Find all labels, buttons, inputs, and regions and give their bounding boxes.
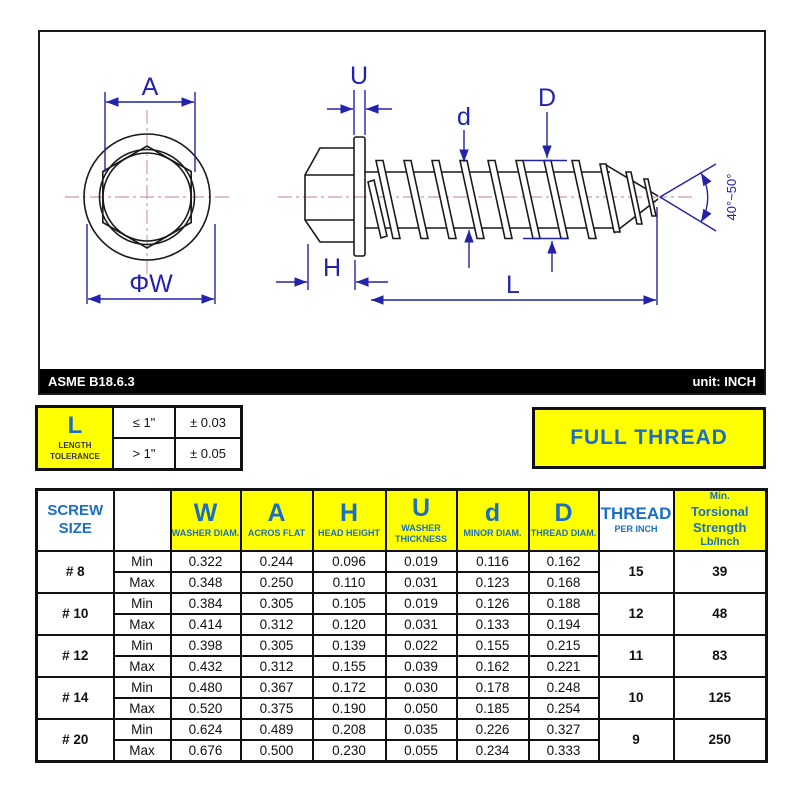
label-thread-diameter: D [537,84,557,112]
length-tolerance-table [35,405,243,471]
table-row [37,593,767,614]
min-label: Min [114,593,171,614]
tolerance-symbol: L [67,412,83,440]
value-cell: 0.312 [241,614,313,635]
thread-cell: 11 [599,635,674,677]
value-cell: 0.110 [313,572,386,593]
col-header-w: W WASHER DIAM. [171,490,241,551]
label-across-flats: A [141,73,159,101]
value-cell: 0.194 [529,614,599,635]
label-washer-diameter: ΦW [129,270,173,298]
value-cell: 0.333 [529,740,599,762]
max-label: Max [114,698,171,719]
value-cell: 0.215 [529,635,599,656]
value-cell: 0.414 [171,614,241,635]
value-cell: 0.480 [171,677,241,698]
value-cell: 0.126 [457,593,529,614]
value-cell: 0.030 [386,677,457,698]
min-label: Min [114,677,171,698]
value-cell: 0.019 [386,551,457,572]
strength-cell: 83 [674,635,767,677]
value-cell: 0.162 [529,551,599,572]
screw-size-header: SCREW SIZE [37,490,114,551]
value-cell: 0.185 [457,698,529,719]
value-cell: 0.489 [241,719,313,740]
value-cell: 0.155 [457,635,529,656]
blank-header [114,490,171,551]
value-cell: 0.244 [241,551,313,572]
value-cell: 0.305 [241,593,313,614]
value-cell: 0.050 [386,698,457,719]
value-cell: 0.188 [529,593,599,614]
value-cell: 0.035 [386,719,457,740]
screw-spec-table [35,488,768,763]
min-label: Min [114,551,171,572]
value-cell: 0.305 [241,635,313,656]
value-cell: 0.676 [171,740,241,762]
value-cell: 0.322 [171,551,241,572]
tolerance-range: ≤ 1" [113,407,175,438]
torsional-strength-header: Min. Torsional Strength Lb/Inch [674,490,767,551]
tolerance-value: ± 0.03 [175,407,241,438]
min-label: Min [114,719,171,740]
value-cell: 0.248 [529,677,599,698]
tolerance-symbol-cell [37,407,113,469]
value-cell: 0.226 [457,719,529,740]
value-cell: 0.384 [171,593,241,614]
table-row [37,551,767,572]
col-header-u: U WASHER THICKNESS [386,490,457,551]
full-thread-badge: FULL THREAD [532,407,766,469]
value-cell: 0.055 [386,740,457,762]
col-header-d-minor: d MINOR DIAM. [457,490,529,551]
tolerance-range: > 1" [113,438,175,469]
drawing-frame [38,30,766,395]
max-label: Max [114,614,171,635]
min-label: Min [114,635,171,656]
standard-label: ASME B18.6.3 [48,373,135,389]
value-cell: 0.327 [529,719,599,740]
thread-cell: 10 [599,677,674,719]
size-cell: # 8 [37,551,114,593]
label-length: L [506,271,520,299]
value-cell: 0.139 [313,635,386,656]
value-cell: 0.039 [386,656,457,677]
strength-cell: 48 [674,593,767,635]
value-cell: 0.367 [241,677,313,698]
value-cell: 0.432 [171,656,241,677]
thread-cell: 9 [599,719,674,762]
value-cell: 0.133 [457,614,529,635]
size-cell: # 14 [37,677,114,719]
drawing-titlebar [40,369,764,393]
value-cell: 0.116 [457,551,529,572]
value-cell: 0.162 [457,656,529,677]
value-cell: 0.230 [313,740,386,762]
strength-cell: 250 [674,719,767,762]
value-cell: 0.022 [386,635,457,656]
label-head-height: H [322,254,342,282]
table-row [37,635,767,656]
value-cell: 0.178 [457,677,529,698]
max-label: Max [114,740,171,762]
header-row [37,490,767,551]
label-washer-thickness: U [349,62,369,90]
value-cell: 0.190 [313,698,386,719]
unit-label: unit: INCH [692,373,756,389]
col-header-h: H HEAD HEIGHT [313,490,386,551]
max-label: Max [114,656,171,677]
value-cell: 0.250 [241,572,313,593]
value-cell: 0.348 [171,572,241,593]
value-cell: 0.105 [313,593,386,614]
value-cell: 0.168 [529,572,599,593]
value-cell: 0.123 [457,572,529,593]
dimensions [87,90,716,305]
value-cell: 0.221 [529,656,599,677]
value-cell: 0.155 [313,656,386,677]
size-cell: # 12 [37,635,114,677]
tolerance-value: ± 0.05 [175,438,241,469]
value-cell: 0.375 [241,698,313,719]
value-cell: 0.031 [386,614,457,635]
value-cell: 0.254 [529,698,599,719]
max-label: Max [114,572,171,593]
thread-cell: 15 [599,551,674,593]
side-view [305,137,658,256]
value-cell: 0.312 [241,656,313,677]
table-row [37,719,767,740]
value-cell: 0.520 [171,698,241,719]
thread-per-inch-header: THREAD PER INCH [599,490,674,551]
value-cell: 0.234 [457,740,529,762]
col-header-a: A ACROS FLAT [241,490,313,551]
value-cell: 0.398 [171,635,241,656]
value-cell: 0.624 [171,719,241,740]
col-header-d-major: D THREAD DIAM. [529,490,599,551]
value-cell: 0.031 [386,572,457,593]
strength-cell: 39 [674,551,767,593]
technical-drawing [40,32,764,369]
size-cell: # 10 [37,593,114,635]
strength-cell: 125 [674,677,767,719]
value-cell: 0.019 [386,593,457,614]
label-point-angle: 40°~50° [724,173,739,221]
size-cell: # 20 [37,719,114,762]
value-cell: 0.172 [313,677,386,698]
value-cell: 0.208 [313,719,386,740]
thread-cell: 12 [599,593,674,635]
value-cell: 0.500 [241,740,313,762]
value-cell: 0.120 [313,614,386,635]
label-minor-diameter: d [457,103,471,131]
value-cell: 0.096 [313,551,386,572]
table-row [37,677,767,698]
tolerance-caption: LENGTH TOLERANCE [50,441,100,461]
